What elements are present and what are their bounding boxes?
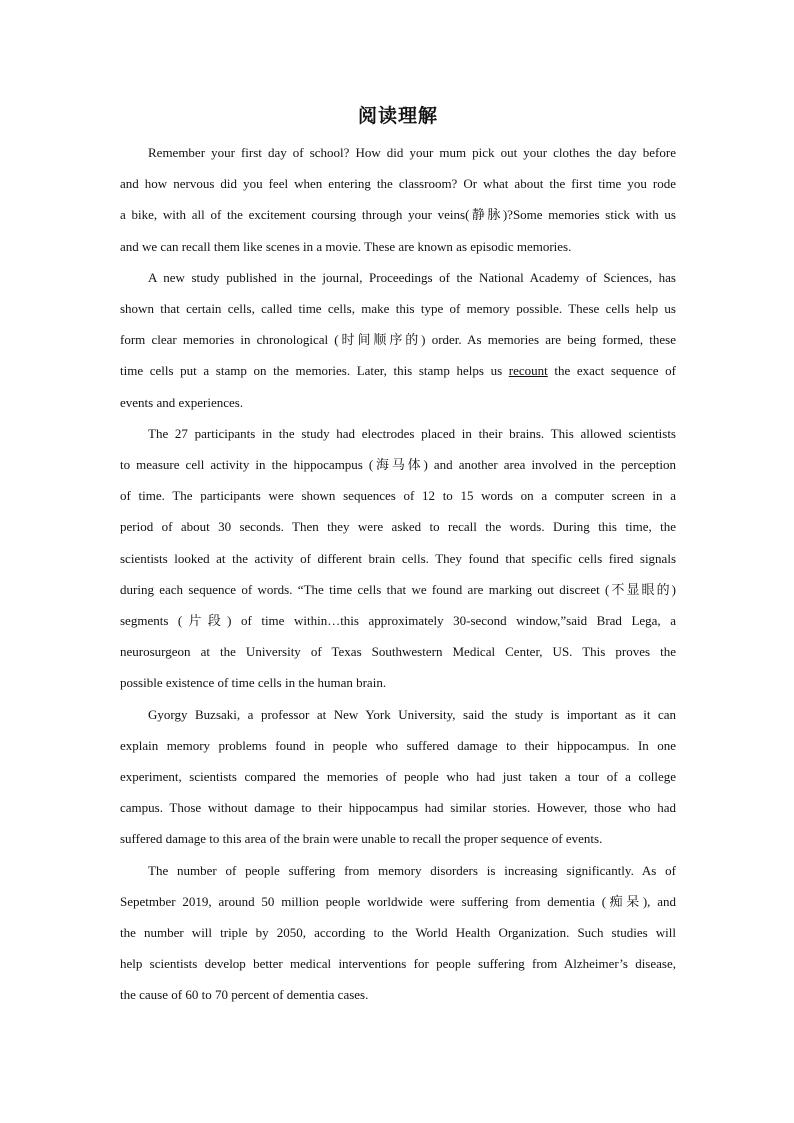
text-line: Gyorgy Buzsaki, a professor at New York University, said the study is important as it can: [148, 706, 676, 722]
text-line: A new study published in the journal, Proceedings of the National Academy of Sciences, has: [148, 269, 676, 285]
paragraph-5: [120, 855, 676, 1011]
text-line: during each sequence of words. “The time cells that we found are marking out discreet (不显眼的): [120, 581, 676, 597]
text-line: period of about 30 seconds. Then they were asked to recall the words. During this time, the: [120, 519, 676, 535]
text-line: The number of people suffering from memory disorders is increasing significantly. As of: [148, 862, 676, 878]
underlined-word: recount: [508, 363, 548, 379]
text-line: and we can recall them like scenes in a movie. These are known as episodic memories.: [120, 238, 572, 254]
paragraph-4: [120, 699, 676, 855]
text-line: form clear memories in chronological (时间顺序的) order. As memories are being formed, these: [120, 332, 676, 348]
text-line: explain memory problems found in people who suffered damage to their hippocampus. In one: [120, 737, 676, 753]
paragraph-3: [120, 418, 676, 699]
text-line: the cause of 60 to 70 percent of dementia cases.: [120, 987, 369, 1003]
text-line: neurosurgeon at the University of Texas Southwestern Medical Center, US. This proves the: [120, 644, 676, 660]
text-line: and how nervous did you feel when entering the classroom? Or what about the first time you rode: [120, 176, 676, 192]
text-line: Sepetmber 2019, around 50 million people worldwide were suffering from dementia (痴呆), and: [120, 893, 676, 909]
text-line: segments (片段) of time within…this approximately 30-second window,”said Brad Lega, a: [120, 613, 676, 629]
text-line: of time. The participants were shown sequences of 12 to 15 words on a computer screen in a: [120, 488, 676, 504]
text-line: the number will triple by 2050, according to the World Health Organization. Such studies will: [120, 925, 676, 941]
page-title: 阅读理解: [357, 106, 438, 127]
text-line: Remember your first day of school? How did your mum pick out your clothes the day before: [148, 145, 676, 160]
text-line: scientists looked at the activity of different brain cells. They found that specific cells fired signals: [120, 550, 676, 566]
text-segment: time cells put a stamp on the memories. Later, this stamp helps us: [120, 363, 509, 379]
text-line: a bike, with all of the excitement coursing through your veins(静脉)?Some memories stick with us: [120, 207, 676, 223]
text-line: suffered damage to this area of the brain were unable to recall the proper sequence of events.: [120, 831, 603, 847]
text-line: The 27 participants in the study had electrodes placed in their brains. This allowed scientists: [148, 425, 676, 441]
article-body: [120, 137, 676, 1011]
text-line: shown that certain cells, called time cells, make this type of memory possible. These cells help us: [120, 301, 676, 317]
paragraph-1: [120, 137, 676, 262]
text-line: experiment, scientists compared the memories of people who had just taken a tour of a college: [120, 769, 676, 785]
text-line: to measure cell activity in the hippocampus (海马体) and another area involved in the perception: [120, 457, 676, 473]
text-line: [120, 355, 676, 386]
text-segment: the exact sequence of: [547, 363, 676, 379]
text-line: campus. Those without damage to their hippocampus had similar stories. However, those who had: [120, 800, 676, 816]
text-line: help scientists develop better medical interventions for people suffering from Alzheimer’s disease,: [120, 956, 676, 972]
paragraph-2: [120, 262, 676, 418]
text-line: events and experiences.: [120, 394, 244, 410]
text-line: possible existence of time cells in the human brain.: [120, 675, 387, 691]
